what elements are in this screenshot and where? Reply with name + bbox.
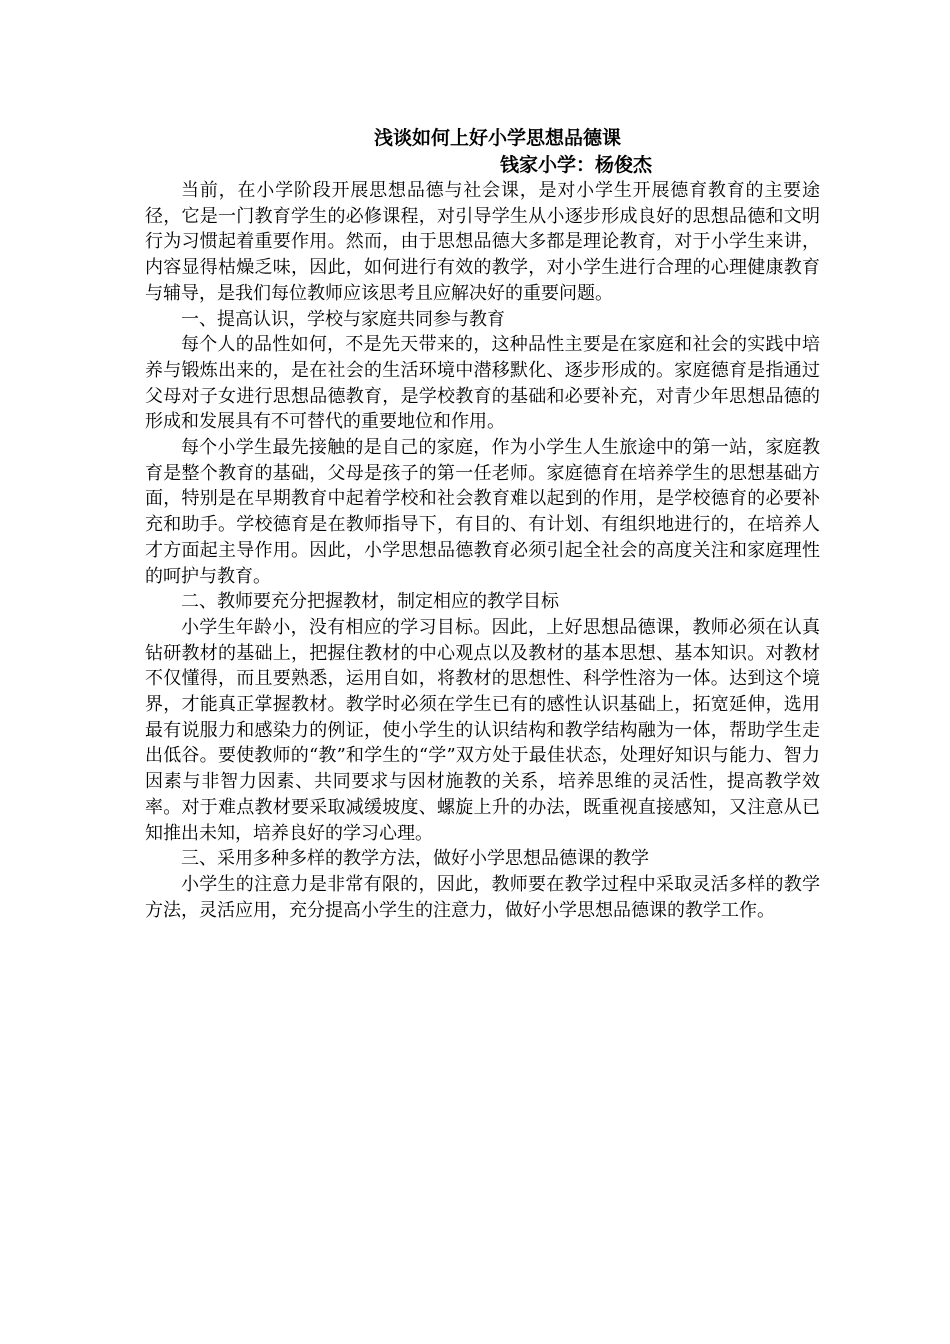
document-title: 浅谈如何上好小学思想品德课 [373,127,621,149]
document-author: 钱家小学：杨俊杰 [500,154,653,176]
section-1-heading: 一、提高认识，学校与家庭共同参与教育 [181,308,505,330]
section-2-paragraph-1: 小学生年龄小，没有相应的学习目标。因此，上好思想品德课，教师必须在认真钻研教材的基础上，把握住教材的中心观点以及教材的基本思想、基本知识。对教材不仅懂得，而且要熟悉，运用自如，将教材的思想性、科学性溶为一体。达到这个境界，才能真正掌握教材。教学时必须在学生已有的感性认识基础上，拓宽延伸，选用最有说服力和感染力的例证，使小学生的认识结构和教学结构融为一体，帮助学生走出低谷。要使教师的“教”和学生的“学”双方处于最佳状态，处理好知识与能力、智力因素与非智力因素、共同要求与因材施教的关系，培养思维的灵活性，提高教学效率。对于难点教材要采取减缓坡度、螺旋上升的办法，既重视直接感知，又注意从已知推出未知，培养良好的学习心理。 [145,616,820,844]
section-2-heading: 二、教师要充分把握教材，制定相应的教学目标 [181,591,559,613]
section-3-paragraph-1: 小学生的注意力是非常有限的，因此，教师要在教学过程中采取灵活多样的教学方法，灵活应用，充分提高小学生的注意力，做好小学思想品德课的教学工作。 [145,873,820,921]
section-1-paragraph-2: 每个小学生最先接触的是自己的家庭，作为小学生人生旅途中的第一站，家庭教育是整个教育的基础，父母是孩子的第一任老师。家庭德育在培养学生的思想基础方面，特别是在早期教育中起着学校和社会教育难以起到的作用，是学校德育的必要补充和助手。学校德育是在教师指导下，有目的、有计划、有组织地进行的，在培养人才方面起主导作用。因此，小学思想品德教育必须引起全社会的高度关注和家庭理性的呵护与教育。 [145,437,820,587]
section-3-heading: 三、采用多种多样的教学方法，做好小学思想品德课的教学 [181,848,649,870]
section-1-paragraph-1: 每个人的品性如何，不是先天带来的，这种品性主要是在家庭和社会的实践中培养与锻炼出来的，是在社会的生活环境中潜移默化、逐步形成的。家庭德育是指通过父母对子女进行思想品德教育，是学校教育的基础和必要补充，对青少年思想品德的形成和发展具有不可替代的重要地位和作用。 [145,334,820,433]
document-page [145,124,820,923]
intro-paragraph: 当前，在小学阶段开展思想品德与社会课，是对小学生开展德育教育的主要途径，它是一门教育学生的必修课程，对引导学生从小逐步形成良好的思想品德和文明行为习惯起着重要作用。然而，由于思想品德大多都是理论教育，对于小学生来讲，内容显得枯燥乏味，因此，如何进行有效的教学，对小学生进行合理的心理健康教育与辅导，是我们每位教师应该思考且应解决好的重要问题。 [145,180,820,304]
